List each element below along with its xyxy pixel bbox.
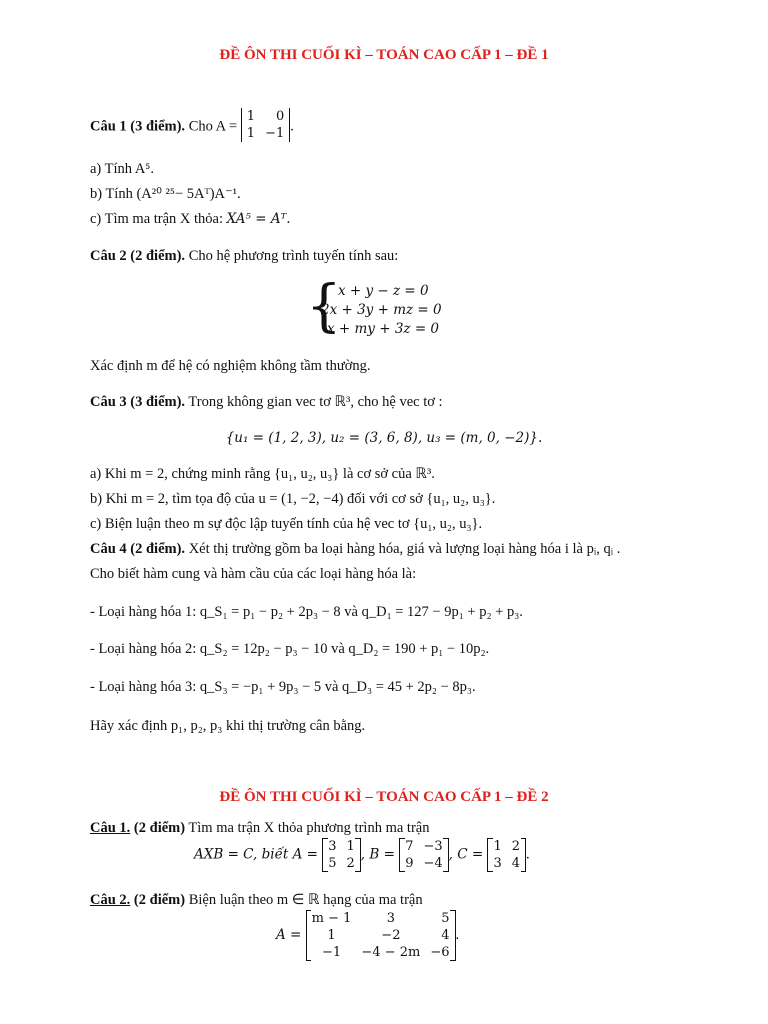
matrix-cell: −4 − 2m: [361, 945, 421, 960]
matrix-cell: −1: [265, 126, 285, 141]
exam1-q1-part-c: [90, 211, 291, 228]
exam1-q1-label: Câu 1 (3 điểm).: [90, 118, 186, 135]
matrix-cell: 1: [246, 126, 256, 141]
matrix-cell: 2: [346, 856, 355, 871]
matrix-cell: 1: [327, 928, 336, 943]
exam1-title: ĐỀ ÔN THI CUỐI KÌ – TOÁN CAO CẤP 1 – ĐỀ 1: [219, 47, 549, 63]
exam1-q3-vector-set: {u₁ = (1, 2, 3), u₂ = (3, 6, 8), u₃ = (m, 0, −2)}.: [225, 430, 543, 446]
exam1-q3-intro: Trong không gian vec tơ ℝ³, cho hệ vec tơ :: [185, 394, 443, 410]
exam1-q1-statement: Câu 1 (3 điểm). Cho A = 1 0 1 −1 .: [90, 109, 294, 141]
matrix-cell: 3: [328, 839, 337, 854]
exam2-title: ĐỀ ÔN THI CUỐI KÌ – TOÁN CAO CẤP 1 – ĐỀ 2: [219, 789, 549, 805]
matrix-cell: 0: [275, 109, 285, 124]
exam2-q1-matrix-B: [399, 838, 448, 872]
exam1-q2-statement: [90, 248, 398, 265]
exam2-q1-equation: AXB = C, biết A = 3 1 5 2 , B = 7 −3 9 −4 , C = 1 2 3 4 .: [194, 839, 530, 871]
exam2-q1-eq-text: AXB = C, biết A =: [194, 846, 323, 863]
exam1-q1-intro: Cho A =: [185, 118, 241, 135]
matrix-cell: −4: [423, 856, 443, 871]
matrix-cell: 4: [441, 928, 450, 943]
matrix-cell: 1: [246, 109, 256, 124]
exam1-q3-part-a: a) Khi m = 2, chứng minh rằng {u₁, u₂, u₃} là cơ sở của ℝ³.: [90, 466, 435, 482]
exam1-q4-item2: - Loại hàng hóa 2: q_S₂ = 12p₂ − p₃ − 10 và q_D₂ = 190 + p₁ − 10p₂.: [90, 641, 490, 657]
exam2-q1-intro: Tìm ma trận X thỏa phương trình ma trận: [185, 820, 430, 836]
matrix-cell: 1: [346, 839, 355, 854]
exam2-q2-A-label: A =: [276, 926, 306, 943]
exam2-q2-matrix-A: [306, 910, 456, 961]
matrix-cell: −3: [423, 839, 443, 854]
matrix-cell: 5: [328, 856, 337, 871]
matrix-cell: −6: [430, 945, 450, 960]
exam2-q2-points: (2 điểm): [130, 892, 186, 908]
exam2-q2-equation: A = m − 1 3 5 1 −2 4 −1 −4 − 2m −6 .: [276, 911, 460, 960]
matrix-cell: −1: [321, 945, 342, 960]
exam2-q1-label: Câu 1.: [90, 820, 131, 836]
exam1-q4-line2: Cho biết hàm cung và hàm cầu của các loại hàng hóa là:: [90, 566, 417, 582]
matrix-cell: 3: [386, 911, 396, 926]
exam2-q2-statement: [90, 892, 423, 909]
exam2-q1-C-label: , C =: [448, 846, 488, 863]
matrix-cell: 3: [493, 856, 502, 871]
exam1-q4-question: Hãy xác định p₁, p₂, p₃ khi thị trường cân bằng.: [90, 718, 366, 734]
exam1-q3-statement: [90, 394, 443, 411]
exam2-q1-matrix-A: [322, 838, 361, 872]
matrix-cell: 2: [511, 839, 521, 854]
matrix-cell: m − 1: [311, 911, 352, 926]
exam1-q3-part-b: b) Khi m = 2, tìm tọa độ của u = (1, −2, −4) đối với cơ sở {u₁, u₂, u₃}.: [90, 491, 496, 507]
exam1-q1-matrix-A: [241, 108, 290, 142]
exam2-q1-points: (2 điểm): [130, 820, 186, 836]
exam1-q4-item3: - Loại hàng hóa 3: q_S₃ = −p₁ + 9p₃ − 5 và q_D₃ = 45 + 2p₂ − 8p₃.: [90, 679, 476, 695]
system-brace: {: [306, 274, 342, 339]
exam1-q2-eq1: x + y − z = 0: [338, 283, 429, 299]
matrix-cell: 7: [405, 839, 414, 854]
matrix-cell: −2: [381, 928, 401, 943]
exam1-q1-part-c-text: c) Tìm ma trận X thỏa:: [90, 211, 227, 227]
exam2-q1-B-label: , B =: [360, 846, 400, 863]
matrix-cell: 5: [441, 911, 450, 926]
exam1-q4-item1: - Loại hàng hóa 1: q_S₁ = p₁ − p₂ + 2p₃ − 8 và q_D₁ = 127 − 9p₁ + p₂ + p₃.: [90, 604, 523, 620]
matrix-cell: 9: [405, 856, 414, 871]
exam1-q1-part-b: b) Tính (A²⁰ ²⁵− 5Aᵀ)A⁻¹.: [90, 186, 241, 202]
exam1-q2-eq2: 2x + 3y + mz = 0: [321, 302, 442, 318]
matrix-cell: 4: [511, 856, 521, 871]
exam1-q1-part-c-math: XA⁵ = Aᵀ.: [226, 211, 291, 227]
exam2-q2-label: Câu 2.: [90, 892, 131, 908]
exam2-q2-intro: Biện luận theo m ∈ ℝ hạng của ma trận: [185, 892, 423, 908]
exam1-q2-intro: Cho hệ phương trình tuyến tính sau:: [185, 248, 399, 264]
exam2-q1-statement: [90, 820, 429, 837]
exam1-q4-label: Câu 4 (2 điểm).: [90, 541, 186, 557]
exam1-q3-label: Câu 3 (3 điểm).: [90, 394, 186, 410]
exam1-q2-question: Xác định m để hệ có nghiệm không tầm thường.: [90, 358, 371, 374]
exam2-q1-matrix-C: [487, 838, 526, 872]
exam1-q4-intro: Xét thị trường gồm ba loại hàng hóa, giá và lượng loại hàng hóa i là pᵢ, qᵢ .: [185, 541, 621, 557]
exam1-q4-statement: [90, 541, 620, 558]
exam1-q2-eq3: x + my + 3z = 0: [327, 321, 440, 337]
exam1-q3-part-c: c) Biện luận theo m sự độc lập tuyến tính của hệ vec tơ {u₁, u₂, u₃}.: [90, 516, 483, 532]
matrix-cell: 1: [493, 839, 502, 854]
exam1-q1-part-a: a) Tính A⁵.: [90, 161, 154, 177]
exam1-q2-label-text: Câu 2 (2 điểm).: [90, 248, 186, 264]
